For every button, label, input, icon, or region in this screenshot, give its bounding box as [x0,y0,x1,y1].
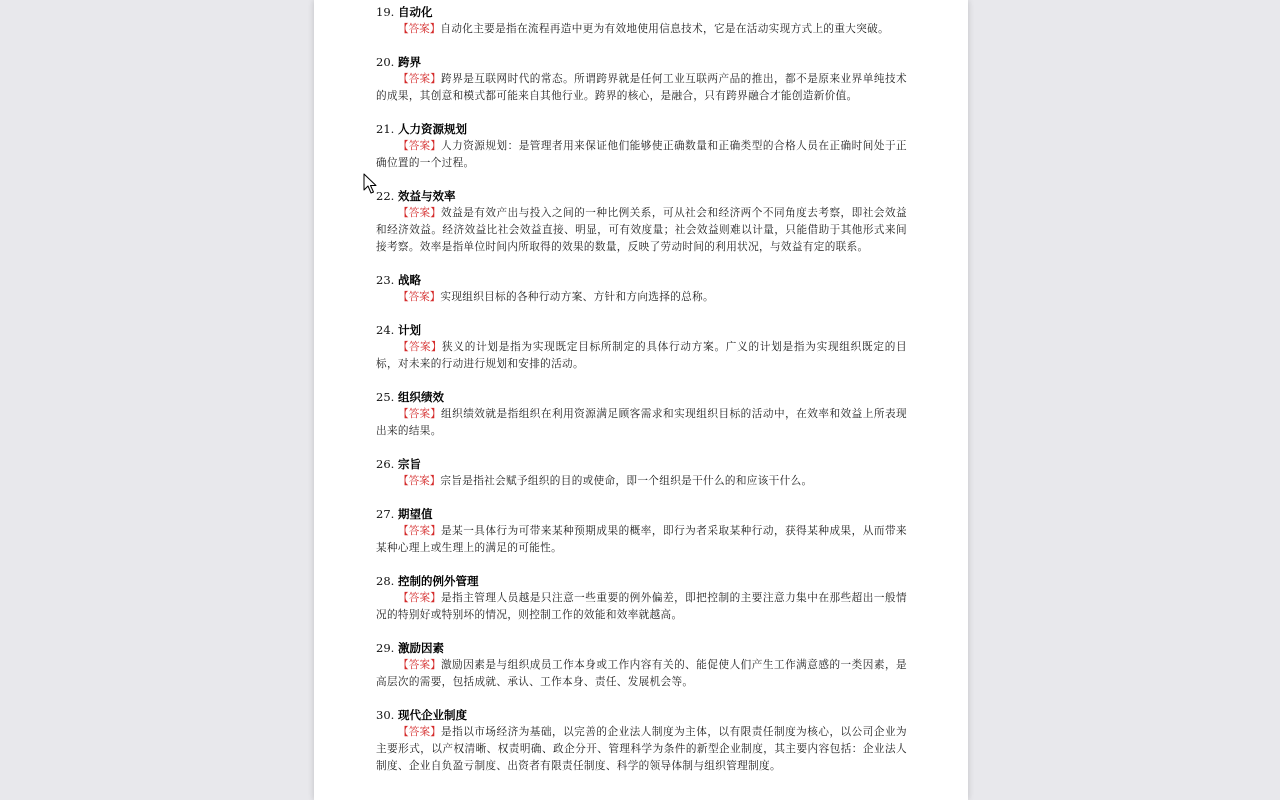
entry-number: 29. [376,641,395,655]
entry-term: 跨界 [397,55,421,69]
entry-term: 现代企业制度 [397,708,467,722]
entry-heading [376,506,907,523]
answer-label: 【答案】 [398,341,443,353]
entry-answer [376,289,907,306]
answer-text: 是指以市场经济为基础，以完善的企业法人制度为主体，以有限责任制度为核心，以公司企业为主要形式，以产权清晰、权责明确、政企分开、管理科学为条件的新型企业制度，其主要内容包括：企业法人制度、企业自负盈亏制度、出资者有限责任制度、科学的领导体制与组织管理制度。 [376,726,907,772]
entry-number: 23. [376,273,395,287]
glossary-entry [376,707,907,775]
entry-answer [376,205,907,256]
answer-text: 组织绩效就是指组织在利用资源满足顾客需求和实现组织目标的活动中，在效率和效益上所表现出来的结果。 [376,408,907,437]
entry-term: 效益与效率 [397,189,456,203]
glossary-entry [376,506,907,557]
entry-answer [376,657,907,691]
entry-number: 25. [376,390,395,404]
answer-label: 【答案】 [398,23,441,35]
answer-label: 【答案】 [398,291,441,303]
answer-label: 【答案】 [398,659,441,671]
answer-label: 【答案】 [398,726,441,738]
glossary-entry [376,389,907,440]
answer-label: 【答案】 [398,140,441,152]
entry-answer [376,138,907,172]
glossary-entry [376,4,907,38]
glossary-entry [376,573,907,624]
entry-number: 26. [376,457,395,471]
entry-heading [376,54,907,71]
entry-term: 组织绩效 [397,390,444,404]
answer-text: 跨界是互联网时代的常态。所谓跨界就是任何工业互联两产品的推出，都不是原来业界单纯技术的成果，其创意和模式都可能来自其他行业。跨界的核心，是融合，只有跨界融合才能创造新价值。 [376,73,907,102]
entry-heading [376,188,907,205]
answer-text: 效益是有效产出与投入之间的一种比例关系，可从社会和经济两个不同角度去考察，即社会效益和经济效益。经济效益比社会效益直接、明显，可有效度量；社会效益则难以计量，只能借助于其他形式来间接考察。效率是指单位时间内所取得的效果的数量，反映了劳动时间的利用状况，与效益有定的联系。 [376,207,907,253]
entry-heading [376,121,907,138]
glossary-entry [376,121,907,172]
entry-term: 自动化 [397,5,433,19]
glossary-entry [376,272,907,306]
entry-number: 22. [376,189,395,203]
glossary-entry [376,640,907,691]
entry-number: 21. [376,122,395,136]
entry-answer [376,523,907,557]
entry-heading [376,456,907,473]
entry-heading [376,707,907,724]
mouse-pointer-icon [363,173,377,195]
entry-answer [376,473,907,490]
glossary-entry [376,188,907,256]
glossary-entry [376,322,907,373]
entry-heading [376,389,907,406]
answer-text: 狭义的计划是指为实现既定目标所制定的具体行动方案。广义的计划是指为实现组织既定的目标，对未来的行动进行规划和安排的活动。 [376,341,907,370]
answer-label: 【答案】 [398,475,441,487]
entry-heading [376,640,907,657]
entry-heading [376,272,907,289]
answer-text: 激励因素是与组织成员工作本身或工作内容有关的、能促使人们产生工作满意感的一类因素，是高层次的需要，包括成就、承认、工作本身、责任、发展机会等。 [376,659,907,688]
entry-heading [376,322,907,339]
entry-number: 19. [376,5,395,19]
answer-text: 人力资源规划：是管理者用来保证他们能够使正确数量和正确类型的合格人员在正确时间处于正确位置的一个过程。 [376,140,907,169]
answer-text: 自动化主要是指在流程再造中更为有效地使用信息技术，它是在活动实现方式上的重大突破。 [440,23,890,35]
glossary-entry [376,456,907,490]
entry-term: 期望值 [397,507,433,521]
answer-text: 是某一具体行为可带来某种预期成果的概率，即行为者采取某种行动，获得某种成果，从而带来某种心理上或生理上的满足的可能性。 [376,525,907,554]
entry-term: 战略 [397,273,421,287]
entry-number: 28. [376,574,395,588]
answer-label: 【答案】 [398,73,441,85]
answer-text: 是指主管理人员越是只注意一些重要的例外偏差，即把控制的主要注意力集中在那些超出一般情况的特别好或特别坏的情况，则控制工作的效能和效率就越高。 [376,592,907,621]
answer-text: 宗旨是指社会赋予组织的目的或使命，即一个组织是干什么的和应该干什么。 [440,475,813,487]
document-page[interactable] [314,0,968,800]
answer-label: 【答案】 [398,592,441,604]
entry-number: 30. [376,708,395,722]
entry-heading [376,4,907,21]
answer-text: 实现组织目标的各种行动方案、方针和方向选择的总称。 [440,291,714,303]
answer-label: 【答案】 [398,207,441,219]
glossary-list [376,4,907,791]
entry-answer [376,21,907,38]
answer-label: 【答案】 [398,525,441,537]
entry-term: 计划 [397,323,421,337]
entry-number: 27. [376,507,395,521]
entry-answer [376,406,907,440]
entry-term: 控制的例外管理 [397,574,479,588]
entry-term: 宗旨 [397,457,421,471]
entry-answer [376,590,907,624]
answer-label: 【答案】 [398,408,441,420]
entry-answer [376,71,907,105]
entry-term: 人力资源规划 [397,122,467,136]
entry-term: 激励因素 [397,641,444,655]
entry-answer [376,339,907,373]
entry-number: 20. [376,55,395,69]
entry-number: 24. [376,323,395,337]
entry-heading [376,573,907,590]
glossary-entry [376,54,907,105]
entry-answer [376,724,907,775]
